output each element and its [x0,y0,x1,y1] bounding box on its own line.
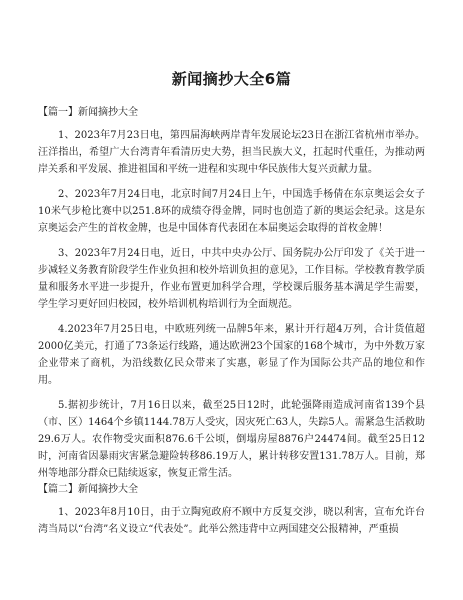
paragraph: 4.2023年7月25日电，中欧班列统一品牌5年来，累计开行超4万列，合计货值超2000亿美元，打通了73条运行线路，通达欧洲23个国家的168个城市，为中外数万家企业带来了商机，为沿线数亿民众带来了实惠，彰显了作为国际公共产品的地位和作用。 [38,324,425,386]
paragraph: 1、2023年7月23日电，第四届海峡两岸青年发展论坛23日在浙江省杭州市举办。汪洋指出，希望广大台湾青年看清历史大势，担当民族大义，扛起时代重任，为推动两岸关系和平发展、推进祖国和平统一进程和实现中华民族伟大复兴贡献力量。 [38,130,425,175]
section-2 [38,482,425,538]
section-heading: 【篇二】新闻摘抄大全 [38,484,138,495]
paragraph: 3、2023年7月24日电，近日，中共中央办公厅、国务院办公厅印发了《关于进一步减轻义务教育阶段学生作业负担和校外培训负担的意见》，工作目标。学校教育教学质量和服务水平进一步提升，作业布置更加科学合理，学校课后服务基本满足学生需要，学生学习更好回归校园，校外培训机构培训行为全面规范。 [38,248,425,310]
document-title: 新闻摘抄大全6篇 [171,70,292,88]
paragraph: 5.据初步统计，7月16日以来，截至25日12时，此轮强降雨造成河南省139个县（市、区）1464个乡镇1144.78万人受灾，因灾死亡63人，失踪5人。需紧急生活救助29.6万人。农作物受灾面积876.6千公顷，倒塌房屋8876户24474间。截至25日12时，河南省因暴雨灾害紧急避险转移86.19万人，累计转移安置131.78万人。目前，郑州等地部分群众已陆续返家，恢复正常生活。 [38,400,425,479]
paragraph: 2、2023年7月24日电，北京时间7月24日上午，中国选手杨倩在东京奥运会女子10米气步枪比赛中以251.8环的成绩夺得金牌，同时也创造了新的奥运会纪录。这是东京奥运会产生的首枚金牌，也是中国体育代表团在本届奥运会取得的首枚金牌！ [38,189,425,234]
section-heading: 【篇一】新闻摘抄大全 [38,107,138,118]
section-1 [38,105,425,482]
paragraph: 1、2023年8月10日，由于立陶宛政府不顾中方反复交涉，晓以利害，宣布允许台湾当局以“台湾”名义设立“代表处”。此举公然违背中立两国建交公报精神，严重损 [38,507,425,535]
